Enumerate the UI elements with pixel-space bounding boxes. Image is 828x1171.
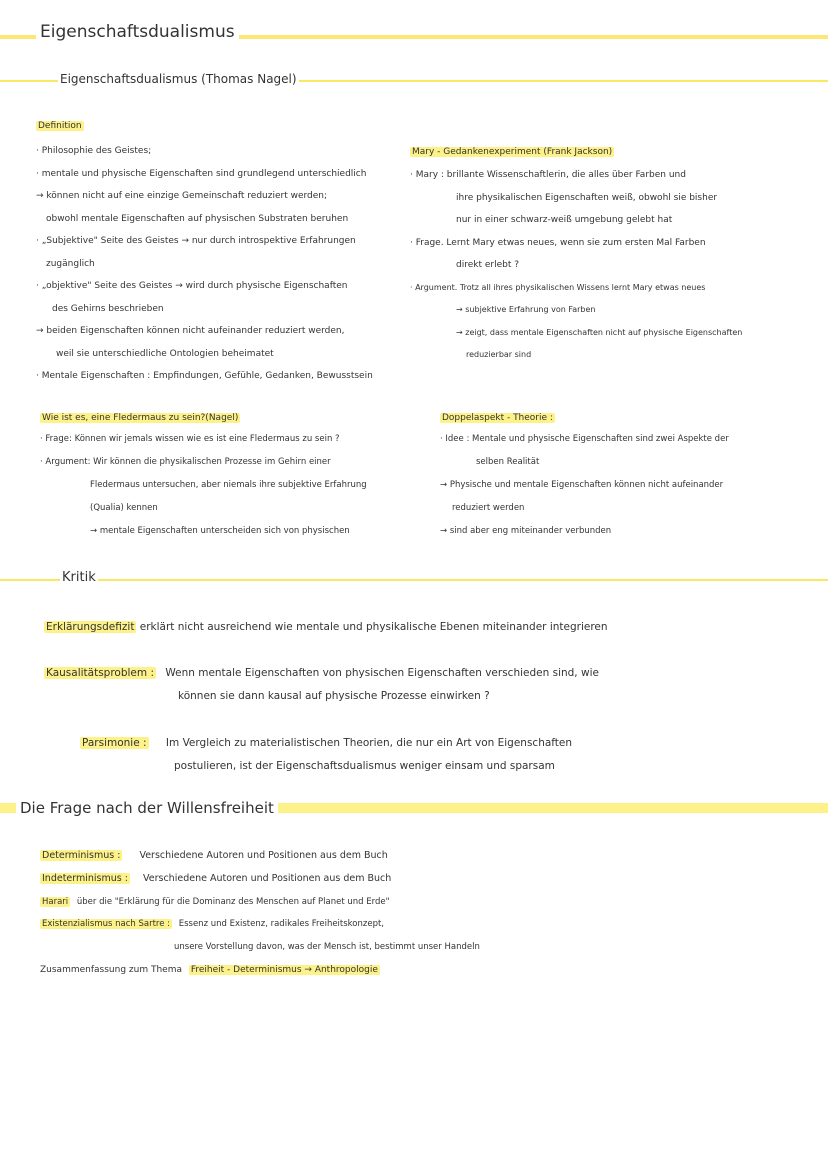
definition-line: weil sie unterschiedliche Ontologien beheimatet: [56, 348, 274, 359]
freedom-text: Verschiedene Autoren und Positionen aus dem Buch: [143, 873, 392, 884]
bat-line: · Argument: Wir können die physikalischen Prozesse im Gehirn einer: [40, 457, 331, 467]
definition-line: des Gehirns beschrieben: [52, 303, 164, 314]
definition-section: [36, 120, 373, 388]
bat-line: Fledermaus untersuchen, aber niemals ihre subjektive Erfahrung: [90, 480, 367, 490]
mary-line: ihre physikalischen Eigenschaften weiß, obwohl sie bisher: [456, 192, 718, 203]
definition-line: · Philosophie des Geistes;: [36, 146, 152, 156]
mary-line: → subjektive Erfahrung von Farben: [456, 305, 596, 314]
definition-line: · mentale und physische Eigenschaften sind grundlegend unterschiedlich: [36, 168, 367, 179]
freedom-line: [40, 918, 384, 930]
freedom-label: Harari: [42, 897, 69, 907]
freedom-line: [40, 850, 388, 862]
mary-line: · Frage. Lernt Mary etwas neues, wenn sie zum ersten Mal Farben: [410, 237, 706, 248]
mary-line: · Mary : brillante Wissenschaftlerin, die alles über Farben und: [410, 170, 686, 180]
bat-line: → mentale Eigenschaften unterscheiden sich von physischen: [90, 526, 350, 536]
freedom-label: Determinismus :: [42, 850, 121, 861]
bat-section: [40, 412, 367, 543]
kritik-text: Im Vergleich zu materialistischen Theorien, die nur ein Art von Eigenschaften: [165, 737, 573, 749]
kritik-label: Erklärungsdefizit: [46, 621, 135, 633]
freedom-line: [40, 896, 389, 908]
double-heading: Doppelaspekt - Theorie :: [442, 413, 553, 423]
kritik-text-cont: können sie dann kausal auf physische Prozesse einwirken ?: [178, 690, 490, 702]
definition-line: · „objektive" Seite des Geistes → wird durch physische Eigenschaften: [36, 281, 348, 291]
mary-line: direkt erlebt ?: [456, 260, 520, 270]
kritik-text: Wenn mentale Eigenschaften von physischen Eigenschaften verschieden sind, wie: [165, 667, 599, 679]
double-line: selben Realität: [476, 457, 540, 467]
definition-line: → beiden Eigenschaften können nicht aufeinander reduziert werden,: [36, 326, 345, 336]
kritik-heading: Kritik: [62, 570, 96, 585]
subtitle: Eigenschaftsdualismus (Thomas Nagel): [60, 72, 297, 86]
freedom-text: Essenz und Existenz, radikales Freiheitskonzept,: [178, 919, 385, 929]
freedom-text: über die "Erklärung für die Dominanz des Menschen auf Planet und Erde": [76, 897, 390, 907]
page-title: Eigenschaftsdualismus: [36, 22, 239, 42]
definition-lines: [36, 140, 373, 388]
double-line: reduziert werden: [452, 503, 525, 513]
freedom-text: Freiheit - Determinismus → Anthropologie: [190, 965, 378, 975]
kritik-rule: [0, 579, 828, 581]
freedom-line: [40, 964, 380, 976]
mary-section: [410, 146, 742, 367]
mary-line: nur in einer schwarz-weiß umgebung gelebt hat: [456, 215, 673, 225]
kritik-item: [44, 621, 608, 633]
freedom-label: Indeterminismus :: [42, 873, 128, 884]
kritik-item: [44, 667, 599, 679]
kritik-item: [80, 737, 572, 749]
definition-line: → können nicht auf eine einzige Gemeinschaft reduziert werden;: [36, 191, 328, 201]
bat-heading: Wie ist es, eine Fledermaus zu sein?(Nagel): [42, 413, 239, 423]
kritik-text-cont: postulieren, ist der Eigenschaftsdualismus weniger einsam und sparsam: [174, 760, 555, 772]
definition-heading: Definition: [38, 121, 82, 131]
mary-heading: Mary - Gedankenexperiment (Frank Jackson): [412, 147, 613, 157]
kritik-label: Kausalitätsproblem :: [46, 667, 154, 679]
definition-line: · Mentale Eigenschaften : Empfindungen, Gefühle, Gedanken, Bewusstsein: [36, 371, 373, 381]
mary-line: · Argument. Trotz all ihres physikalischen Wissens lernt Mary etwas neues: [410, 282, 706, 292]
freedom-text: Verschiedene Autoren und Positionen aus dem Buch: [139, 850, 388, 861]
double-aspect-section: [440, 412, 729, 543]
double-line: → sind aber eng miteinander verbunden: [440, 526, 612, 536]
bat-line: · Frage: Können wir jemals wissen wie es ist eine Fledermaus zu sein ?: [40, 434, 340, 444]
freedom-line: [40, 873, 391, 885]
freedom-label-plain: Zusammenfassung zum Thema: [40, 965, 182, 975]
double-line: · Idee : Mentale und physische Eigenschaften sind zwei Aspekte der: [440, 434, 729, 444]
definition-line: · „Subjektive" Seite des Geistes → nur durch introspektive Erfahrungen: [36, 236, 356, 246]
kritik-label: Parsimonie :: [82, 737, 147, 749]
freedom-label: Existenzialismus nach Sartre :: [42, 919, 171, 929]
freedom-text-cont: unsere Vorstellung davon, was der Mensch ist, bestimmt unser Handeln: [174, 942, 480, 952]
kritik-text: erklärt nicht ausreichend wie mentale und physikalische Ebenen miteinander integrieren: [139, 621, 608, 633]
bat-line: (Qualia) kennen: [90, 503, 158, 513]
mary-line: reduzierbar sind: [466, 350, 532, 359]
definition-line: zugänglich: [46, 258, 95, 269]
freedom-heading: Die Frage nach der Willensfreiheit: [16, 799, 278, 817]
double-line: → Physische und mentale Eigenschaften können nicht aufeinander: [440, 480, 724, 490]
mary-line: → zeigt, dass mentale Eigenschaften nicht auf physische Eigenschaften: [456, 327, 743, 337]
definition-line: obwohl mentale Eigenschaften auf physischen Substraten beruhen: [46, 213, 349, 224]
